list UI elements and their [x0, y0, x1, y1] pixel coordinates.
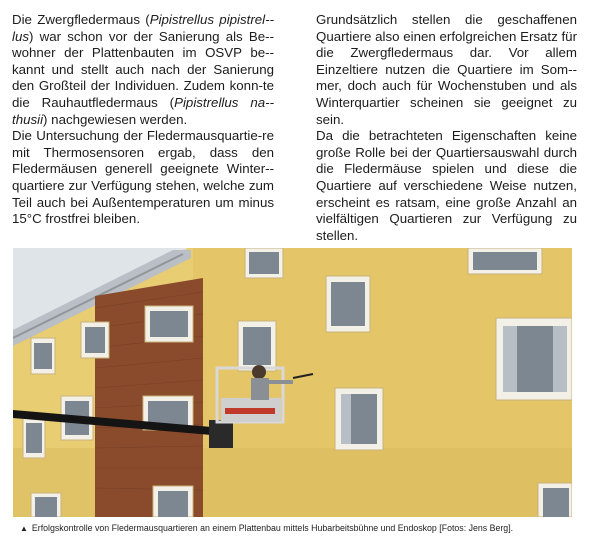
caption-marker-icon: ▲ [20, 524, 28, 533]
text-run: ) war schon vor der Sanierung als Be-wohner der Plattenbauten im OSVP be-kannt und stellt auch nach der Sanierung den Großteil der Individuen. Zudem konn-te die Rauhautfledermaus ( [12, 28, 274, 110]
paragraph-species [12, 12, 274, 128]
species-name: Pipistrellus na-thusii [12, 94, 274, 127]
figure-caption [20, 523, 580, 534]
text-run: ) nachgewiesen werden. [43, 111, 188, 127]
species-name: Pipistrellus pipistrel-lus [12, 12, 274, 44]
paragraph-conclusion: Grundsätzlich stellen die geschaffenen Quartiere also einen erfolgreichen Ersatz für die Zwergfledermaus dar. Vor allem Einzeltiere nutzen die Quartiere im Som-mer, doch auch für Wochenstuben und als Winterquartier scheinen sie geeignet zu sein. [316, 12, 577, 127]
paragraph-thermosensors: Die Untersuchung der Fledermausquartie-re mit Thermosensoren ergab, dass den Fledermäusen generell geeignete Winter-quartiere zur Verfügung stehen, welche zum Teil auch bei Außentemperaturen um minus 15°C frostfrei bleiben. [12, 128, 274, 227]
building-photo [13, 248, 572, 517]
text-column-right [316, 12, 577, 244]
building-photo-illustration [13, 248, 572, 517]
text-column-left [12, 12, 274, 228]
paragraph-recommendation: Da die betrachteten Eigenschaften keine große Rolle bei der Quartiersauswahl durch die Fledermäuse spielen und diese die Quartiere auf verschiedene Weise nutzen, erscheint es ratsam, eine große Anzahl an vielfältigen Quartieren zur Verfügung zu stellen. [316, 128, 577, 243]
caption-text: Erfolgskontrolle von Fledermausquartieren an einem Plattenbau mittels Hubarbeitsbühne und Endoskop [Fotos: Jens Berg]. [31, 523, 514, 533]
text-run: Die Zwergfledermaus ( [12, 12, 150, 27]
